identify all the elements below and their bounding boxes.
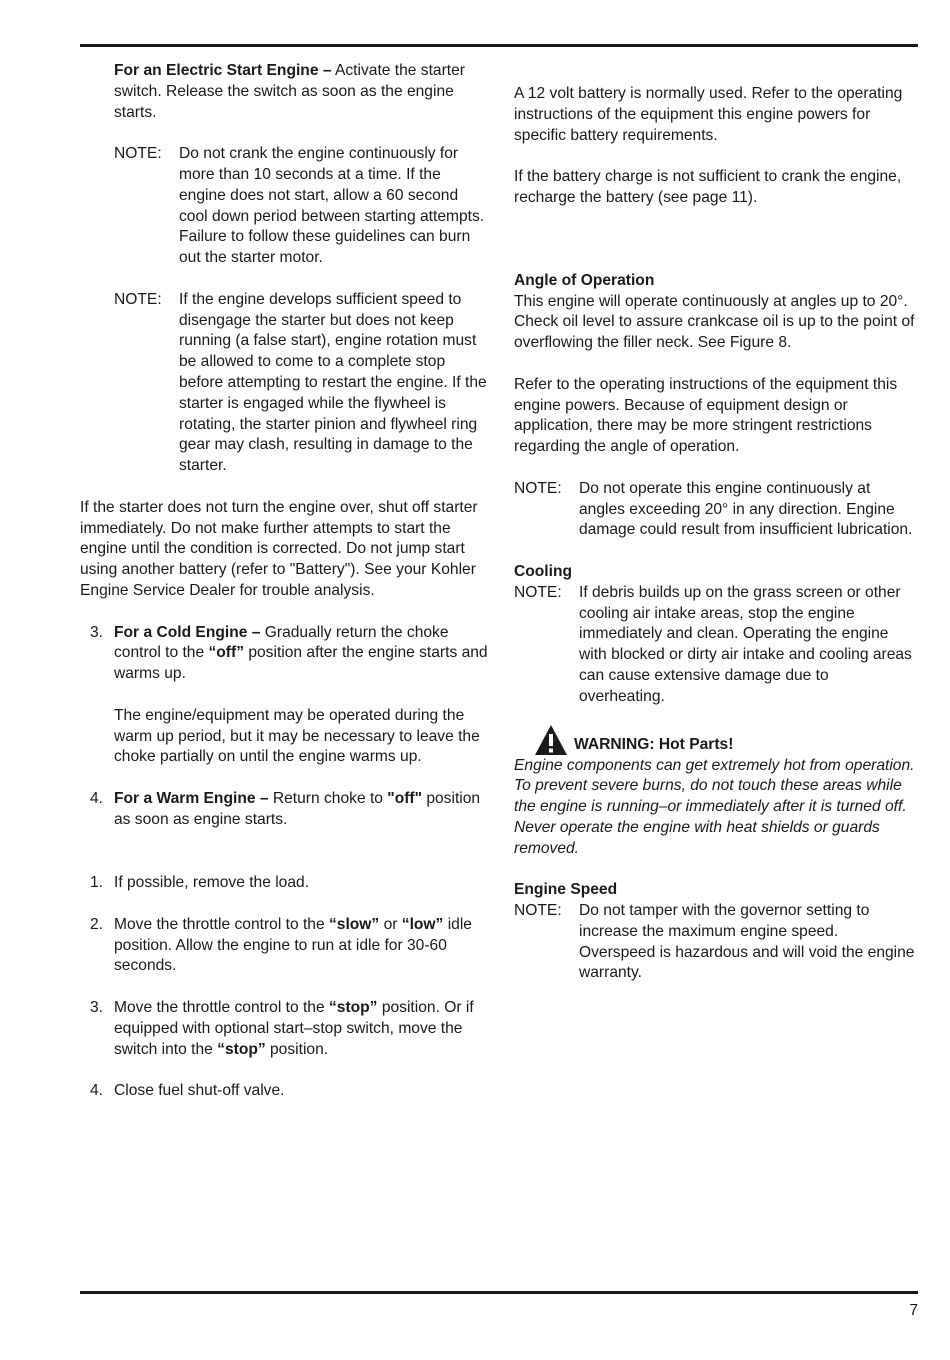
angle-heading: Angle of Operation <box>514 271 655 289</box>
list-item-remove-load <box>80 873 490 894</box>
starter-paragraph: If the starter does not turn the engine over, shut off starter immediately. Do not make further attempts to start the engine until the condition is corrected. Do not jump start using another battery (refer to "Battery"). See your Kohler Engine Service Dealer for trouble analysis. <box>80 498 478 599</box>
note-text: Do not crank the engine continuously for more than 10 seconds at a time. If the engine does not start, allow a 60 second cool down period between starting attempts. Failure to follow these guidelines can burn out the starter motor. <box>179 145 485 267</box>
list-number: 3. <box>90 623 104 641</box>
note-label: NOTE: <box>114 145 162 163</box>
list-item-fuel-valve <box>80 1081 490 1102</box>
electric-start-paragraph <box>80 61 490 123</box>
note-false-start <box>80 290 490 477</box>
note-label: NOTE: <box>514 479 562 497</box>
note-label: NOTE: <box>514 902 562 920</box>
electric-start-text: Activate the starter switch. Release the switch as soon as the engine starts. <box>114 62 465 121</box>
warning-text: Engine components can get extremely hot from operation. To prevent severe burns, do not touch these areas while the engine is running–or immediately after it is turned off. Never operate the engine with heat shields or guards removed. <box>514 756 915 857</box>
top-rule <box>80 44 918 47</box>
list-text: Close fuel shut-off valve. <box>114 1082 285 1100</box>
warning-triangle-icon <box>534 724 568 756</box>
engine-speed-heading: Engine Speed <box>514 881 618 899</box>
electric-start-lead: For an Electric Start Engine – <box>114 62 332 79</box>
bottom-rule <box>80 1291 918 1294</box>
angle-restrictions-paragraph: Refer to the operating instructions of the equipment this engine powers. Because of equipment design or application, there may be more stringent restrictions regarding the angle of operation. <box>514 375 898 456</box>
list-number: 4. <box>90 789 104 807</box>
cold-engine-text: For a Cold Engine – Gradually return the choke control to the “off” position after the engine starts and warms up. <box>114 623 488 683</box>
list-number: 1. <box>90 874 104 892</box>
list-number: 2. <box>90 915 104 933</box>
angle-paragraph: This engine will operate continuously at angles up to 20°. Check oil level to assure crankcase oil is up to the point of overflowing the filler neck. See Figure 8. <box>514 292 915 352</box>
list-number: 3. <box>90 999 104 1017</box>
note-text: Do not operate this engine continuously at angles exceeding 20° in any direction. Engine damage could result from insufficient lubrication. <box>579 479 913 539</box>
cooling-heading: Cooling <box>514 562 573 580</box>
note-engine-speed <box>514 901 918 984</box>
list-text: Move the throttle control to the “stop” position. Or if equipped with optional start–stop switch, move the switch into the “stop” position. <box>114 999 474 1058</box>
list-item-throttle-stop <box>80 998 490 1060</box>
battery-paragraph: A 12 volt battery is normally used. Refer to the operating instructions of the equipment this engine powers for specific battery requirements. <box>514 85 903 144</box>
note-angle <box>514 479 918 541</box>
list-number: 4. <box>90 1082 104 1100</box>
note-cooling <box>514 583 918 708</box>
list-item-throttle-idle <box>80 915 490 977</box>
list-text: If possible, remove the load. <box>114 874 310 892</box>
note-text: If debris builds up on the grass screen or other cooling air intake areas, stop the engine immediately and clean. Operating the engine with blocked or dirty air intake and cooling areas can cause extensive damage due to overheating. <box>579 583 912 705</box>
note-crank <box>80 144 490 269</box>
left-column <box>80 61 490 1102</box>
right-column <box>514 84 918 984</box>
warning-heading <box>514 724 918 756</box>
note-text: Do not tamper with the governor setting to increase the maximum engine speed. Overspeed is hazardous and will void the engine warranty. <box>579 902 915 982</box>
warm-engine-text: For a Warm Engine – Return choke to "off" position as soon as engine starts. <box>114 789 481 828</box>
note-text: If the engine develops sufficient speed to disengage the starter but does not keep running (a false start), engine rotation must be allowed to come to a complete stop before attempting to restart the engine. If the starter is engaged while the flywheel is rotating, the starter pinion and flywheel ring gear may clash, resulting in damage to the starter. <box>179 290 487 475</box>
warning-title: WARNING: Hot Parts! <box>574 735 734 753</box>
list-item-warm-engine <box>80 789 490 831</box>
list-item-cold-engine <box>80 623 490 769</box>
note-label: NOTE: <box>114 290 162 308</box>
page-number: 7 <box>909 1302 918 1319</box>
warm-up-text: The engine/equipment may be operated during the warm up period, but it may be necessary to leave the choke partially on until the engine warms up. <box>114 706 480 766</box>
battery-charge-paragraph: If the battery charge is not sufficient to crank the engine, recharge the battery (see page 11). <box>514 168 902 206</box>
list-text: Move the throttle control to the “slow” or “low” idle position. Allow the engine to run at idle for 30-60 seconds. <box>114 915 472 975</box>
note-label: NOTE: <box>514 583 562 601</box>
